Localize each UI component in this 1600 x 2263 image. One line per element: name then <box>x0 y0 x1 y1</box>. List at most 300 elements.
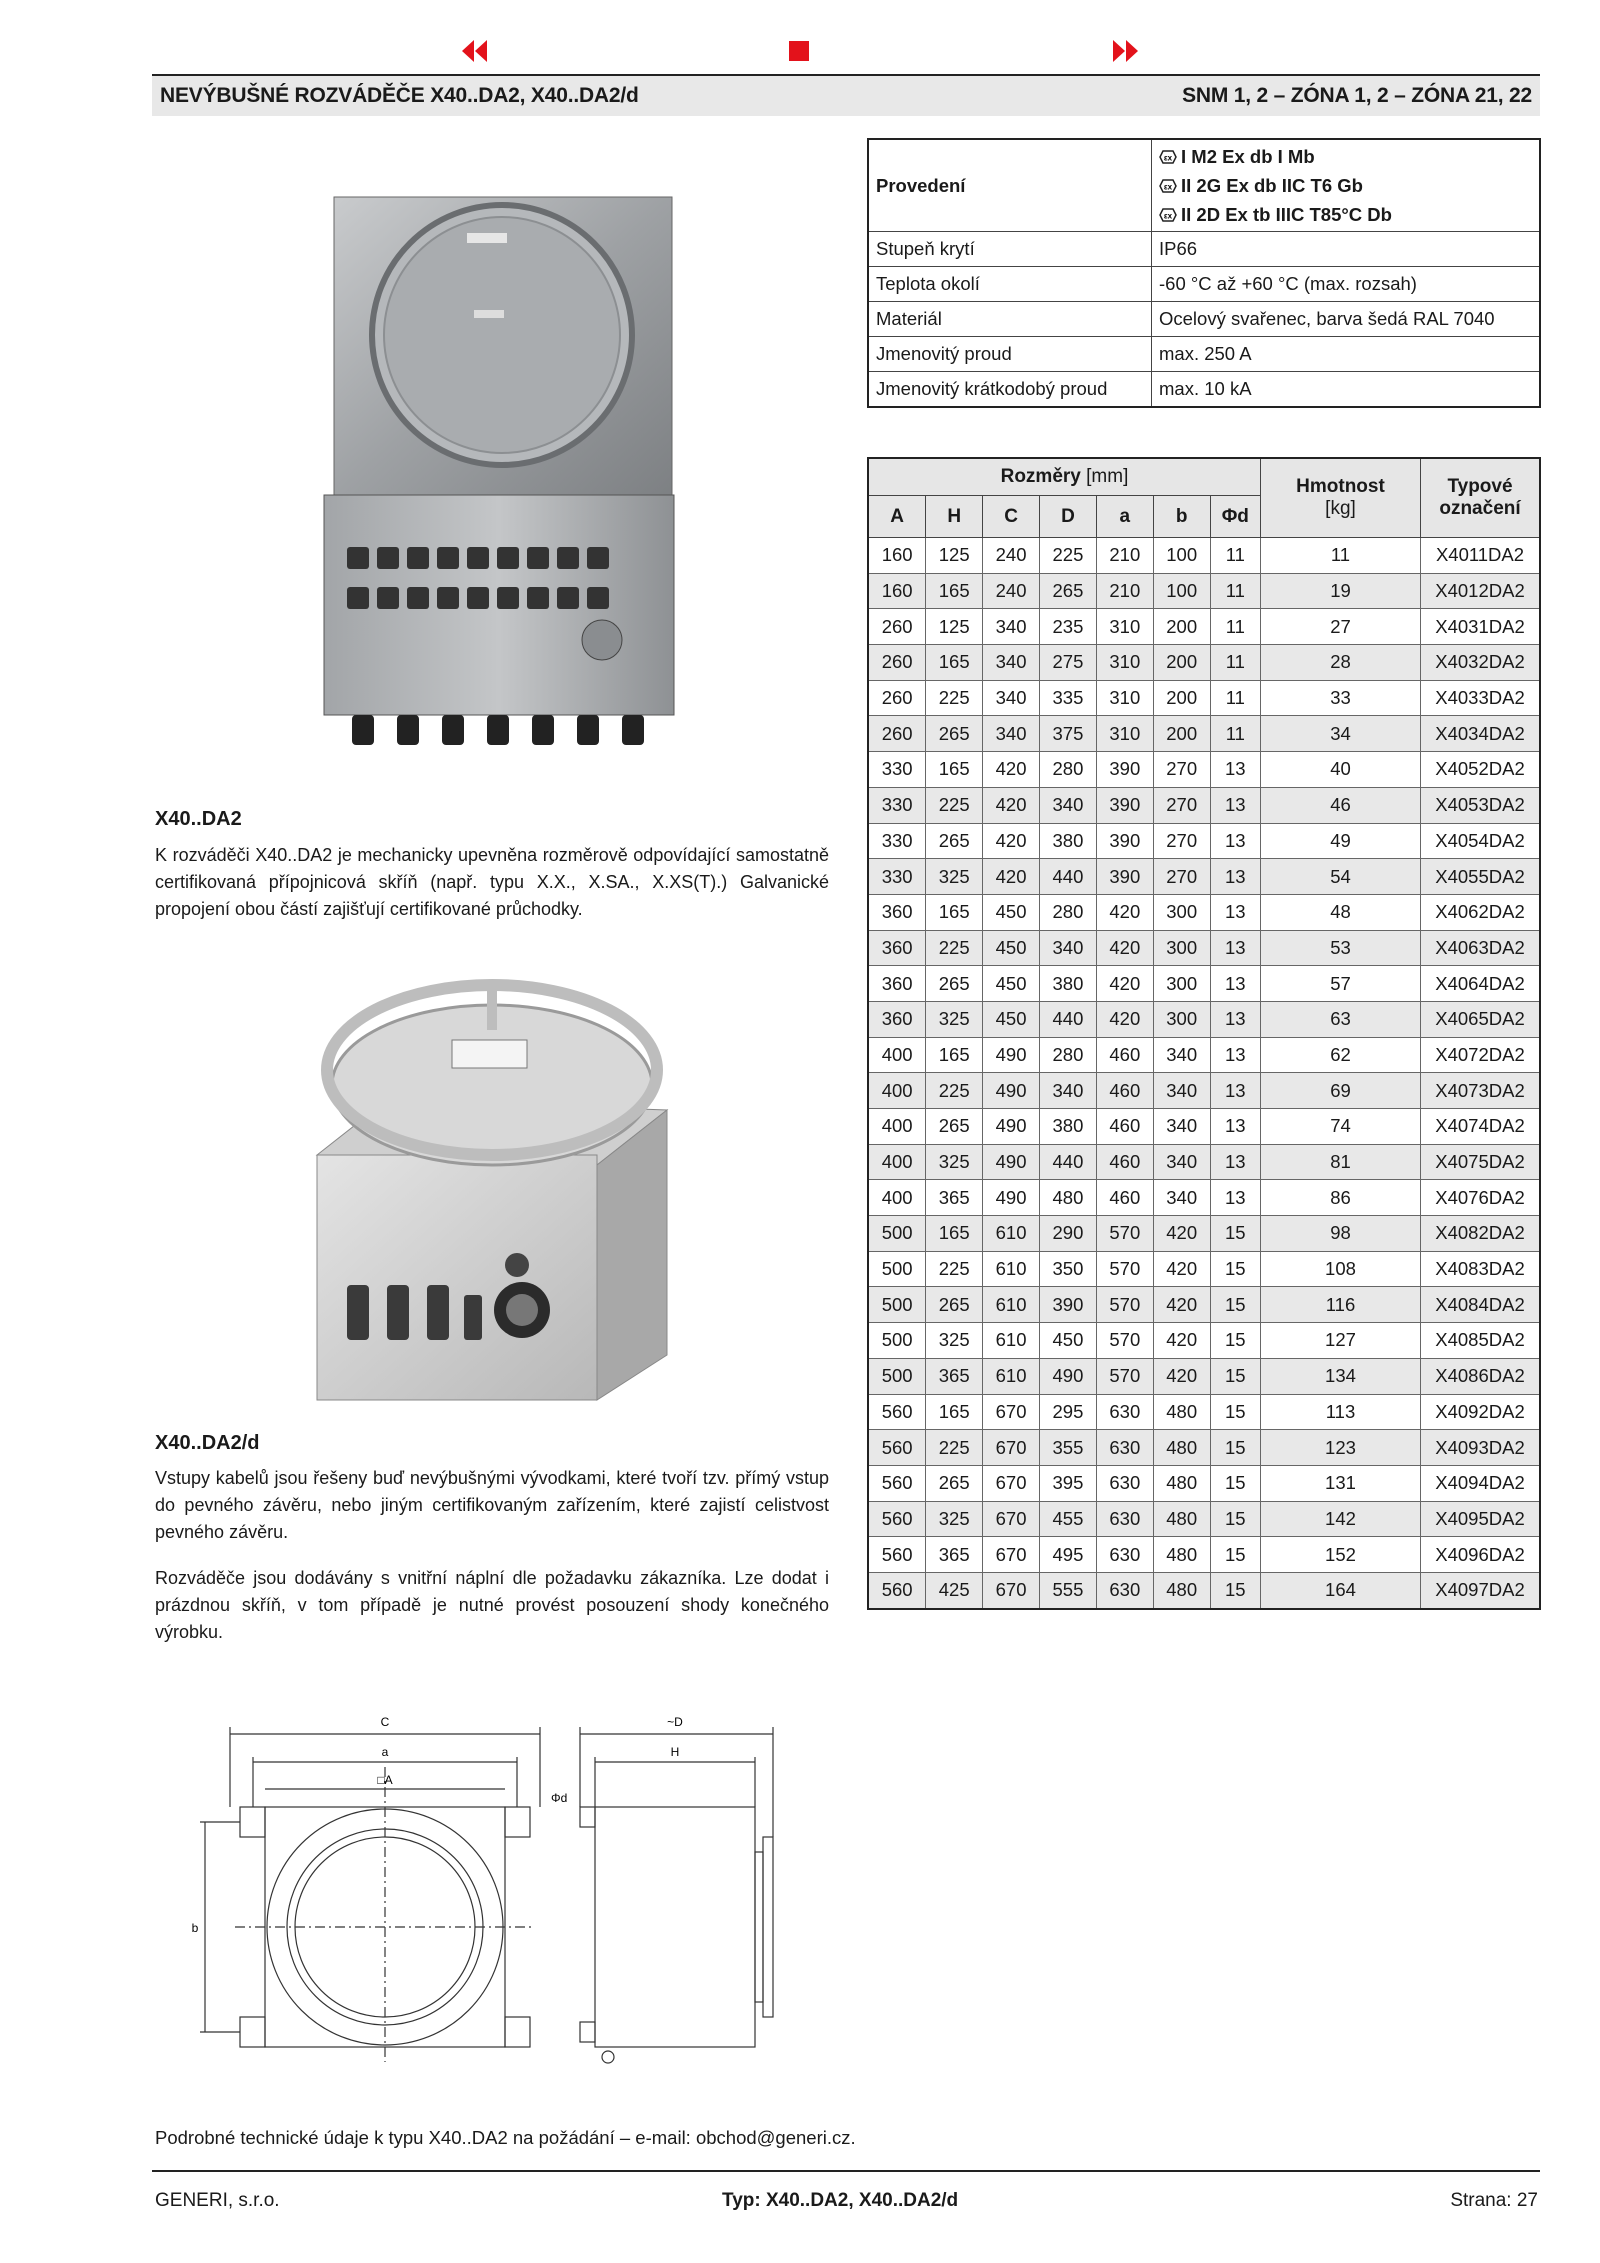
table-cell: 560 <box>868 1394 926 1430</box>
table-row <box>868 966 1540 1002</box>
table-row <box>868 1465 1540 1501</box>
table-row <box>868 1501 1540 1537</box>
table-cell: 500 <box>868 1287 926 1323</box>
table-cell: 490 <box>983 1144 1040 1180</box>
drawing-label-D: ~D <box>667 1715 683 1729</box>
table-cell: 13 <box>1210 1180 1260 1216</box>
table-row <box>868 787 1540 823</box>
table-cell: 46 <box>1260 787 1420 823</box>
type-code-cell: X4084DA2 <box>1421 1287 1541 1323</box>
property-value: max. 10 kA <box>1152 372 1541 408</box>
table-cell: 350 <box>1040 1251 1097 1287</box>
table-cell: 13 <box>1210 930 1260 966</box>
table-cell: 165 <box>926 645 983 681</box>
table-cell: 390 <box>1096 787 1153 823</box>
col-header: C <box>983 496 1040 538</box>
type-code-cell: X4073DA2 <box>1421 1073 1541 1109</box>
type-code-cell: X4063DA2 <box>1421 930 1541 966</box>
table-cell: 265 <box>926 1287 983 1323</box>
table-cell: 86 <box>1260 1180 1420 1216</box>
table-cell: 125 <box>926 609 983 645</box>
table-cell: 380 <box>1040 966 1097 1002</box>
type-code-cell: X4055DA2 <box>1421 859 1541 895</box>
table-cell: 560 <box>868 1430 926 1466</box>
footnote: Podrobné technické údaje k typu X40..DA2 na požádání – e-mail: obchod@generi.cz. <box>155 2127 856 2148</box>
ex-hexagon-icon <box>1159 179 1177 193</box>
table-cell: 11 <box>1210 538 1260 574</box>
table-cell: 13 <box>1210 1001 1260 1037</box>
table-cell: 495 <box>1040 1537 1097 1573</box>
table-row <box>868 930 1540 966</box>
stop-icon[interactable] <box>785 36 815 66</box>
table-cell: 131 <box>1260 1465 1420 1501</box>
table-row <box>868 1180 1540 1216</box>
type-code-cell: X4034DA2 <box>1421 716 1541 752</box>
table-cell: 200 <box>1153 716 1210 752</box>
table-cell: 490 <box>983 1037 1040 1073</box>
table-row <box>868 894 1540 930</box>
table-cell: 280 <box>1040 752 1097 788</box>
table-cell: 400 <box>868 1109 926 1145</box>
table-row <box>868 680 1540 716</box>
type-code-cell: X4075DA2 <box>1421 1144 1541 1180</box>
table-cell: 610 <box>983 1251 1040 1287</box>
type-code-cell: X4065DA2 <box>1421 1001 1541 1037</box>
table-cell: 165 <box>926 573 983 609</box>
table-row <box>868 1323 1540 1359</box>
table-cell: 165 <box>926 1216 983 1252</box>
table-cell: 420 <box>1096 930 1153 966</box>
col-header: H <box>926 496 983 538</box>
table-cell: 15 <box>1210 1251 1260 1287</box>
table-cell: 13 <box>1210 966 1260 1002</box>
table-cell: 33 <box>1260 680 1420 716</box>
table-cell: 460 <box>1096 1037 1153 1073</box>
table-cell: 400 <box>868 1144 926 1180</box>
table-cell: 34 <box>1260 716 1420 752</box>
table-cell: 630 <box>1096 1501 1153 1537</box>
table-cell: 13 <box>1210 1037 1260 1073</box>
table-cell: 500 <box>868 1358 926 1394</box>
table-cell: 310 <box>1096 680 1153 716</box>
table-cell: 48 <box>1260 894 1420 930</box>
svg-text:εx: εx <box>1163 153 1173 162</box>
table-cell: 420 <box>1153 1358 1210 1394</box>
dimension-drawing <box>175 1712 815 2112</box>
type-code-cell: X4086DA2 <box>1421 1358 1541 1394</box>
table-cell: 62 <box>1260 1037 1420 1073</box>
type-code-cell: X4082DA2 <box>1421 1216 1541 1252</box>
page-header <box>152 74 1540 116</box>
table-cell: 480 <box>1153 1465 1210 1501</box>
table-cell: 240 <box>983 573 1040 609</box>
type-code-cell: X4083DA2 <box>1421 1251 1541 1287</box>
table-cell: 330 <box>868 787 926 823</box>
table-cell: 225 <box>926 1251 983 1287</box>
table-row <box>868 538 1540 574</box>
drawing-label-d: Φd <box>551 1791 568 1805</box>
table-cell: 15 <box>1210 1323 1260 1359</box>
table-cell: 165 <box>926 752 983 788</box>
table-cell: 325 <box>926 859 983 895</box>
section-text-x40da2d-2: Rozváděče jsou dodávány s vnitřní náplní dle požadavku zákazníka. Lze dodat i prázdnou skříň, v tom případě je nutné provést posouzení shody konečného výrobku. <box>155 1568 829 1642</box>
table-cell: 420 <box>1096 966 1153 1002</box>
table-cell: 500 <box>868 1216 926 1252</box>
table-cell: 108 <box>1260 1251 1420 1287</box>
type-code-cell: X4097DA2 <box>1421 1572 1541 1608</box>
ex-hexagon-icon <box>1159 208 1177 222</box>
table-cell: 300 <box>1153 930 1210 966</box>
table-cell: 225 <box>926 1430 983 1466</box>
table-cell: 450 <box>1040 1323 1097 1359</box>
table-cell: 630 <box>1096 1430 1153 1466</box>
col-header: A <box>868 496 926 538</box>
table-cell: 210 <box>1096 573 1153 609</box>
table-cell: 340 <box>1153 1144 1210 1180</box>
table-cell: 325 <box>926 1001 983 1037</box>
footer-type: Typ: X40..DA2, X40..DA2/d <box>722 2190 959 2211</box>
table-cell: 11 <box>1210 573 1260 609</box>
page-footer <box>152 2170 1540 2211</box>
table-cell: 610 <box>983 1216 1040 1252</box>
table-cell: 13 <box>1210 894 1260 930</box>
ex-hexagon-icon <box>1159 150 1177 164</box>
table-cell: 11 <box>1210 645 1260 681</box>
table-cell: 100 <box>1153 573 1210 609</box>
table-cell: 53 <box>1260 930 1420 966</box>
table-cell: 460 <box>1096 1144 1153 1180</box>
col-header: Φd <box>1210 496 1260 538</box>
table-cell: 340 <box>1040 1073 1097 1109</box>
table-cell: 420 <box>1153 1323 1210 1359</box>
table-cell: 380 <box>1040 823 1097 859</box>
table-cell: 360 <box>868 894 926 930</box>
type-code-cell: X4033DA2 <box>1421 680 1541 716</box>
table-cell: 365 <box>926 1180 983 1216</box>
table-cell: 420 <box>1153 1251 1210 1287</box>
type-code-cell: X4012DA2 <box>1421 573 1541 609</box>
drawing-label-C: C <box>380 1715 390 1729</box>
table-cell: 330 <box>868 752 926 788</box>
table-cell: 335 <box>1040 680 1097 716</box>
type-code-cell: X4076DA2 <box>1421 1180 1541 1216</box>
table-cell: 240 <box>983 538 1040 574</box>
table-cell: 165 <box>926 894 983 930</box>
table-cell: 560 <box>868 1572 926 1608</box>
table-cell: 15 <box>1210 1430 1260 1466</box>
table-cell: 260 <box>868 645 926 681</box>
table-cell: 290 <box>1040 1216 1097 1252</box>
table-cell: 13 <box>1210 859 1260 895</box>
table-cell: 330 <box>868 859 926 895</box>
table-cell: 165 <box>926 1037 983 1073</box>
table-cell: 265 <box>926 716 983 752</box>
table-cell: 165 <box>926 1394 983 1430</box>
provedeni-line-1: I M2 Ex db I Mb <box>1181 145 1315 167</box>
col-header: D <box>1040 496 1097 538</box>
drawing-label-A: □A <box>377 1773 393 1787</box>
rewind-icon[interactable] <box>460 36 490 66</box>
drawing-label-H: H <box>670 1745 680 1759</box>
table-row <box>868 1251 1540 1287</box>
table-cell: 74 <box>1260 1109 1420 1145</box>
table-cell: 11 <box>1210 716 1260 752</box>
table-cell: 325 <box>926 1501 983 1537</box>
table-cell: 98 <box>1260 1216 1420 1252</box>
table-cell: 570 <box>1096 1323 1153 1359</box>
provedeni-label: Provedení <box>868 139 1152 232</box>
table-cell: 460 <box>1096 1109 1153 1145</box>
table-row <box>868 716 1540 752</box>
table-cell: 164 <box>1260 1572 1420 1608</box>
section-text-x40da2d-1: Vstupy kabelů jsou řešeny buď nevýbušnými vývodkami, které tvoří tzv. přímý vstup do pevného závěru, nebo jiným certifikovaným zařízením, které zajistí celistvost pevného závěru. <box>155 1468 829 1542</box>
table-cell: 570 <box>1096 1287 1153 1323</box>
table-cell: 13 <box>1210 752 1260 788</box>
table-row <box>868 1537 1540 1573</box>
table-row <box>868 1001 1540 1037</box>
weight-header: Hmotnost [kg] <box>1260 458 1420 538</box>
drawing-label-b: b <box>191 1921 199 1935</box>
table-cell: 116 <box>1260 1287 1420 1323</box>
property-label: Teplota okolí <box>868 267 1152 302</box>
table-cell: 54 <box>1260 859 1420 895</box>
table-cell: 27 <box>1260 609 1420 645</box>
table-cell: 270 <box>1153 787 1210 823</box>
table-cell: 420 <box>1153 1216 1210 1252</box>
table-cell: 13 <box>1210 1109 1260 1145</box>
table-cell: 670 <box>983 1537 1040 1573</box>
table-cell: 490 <box>983 1109 1040 1145</box>
property-label: Stupeň krytí <box>868 232 1152 267</box>
type-code-cell: X4062DA2 <box>1421 894 1541 930</box>
table-cell: 390 <box>1096 823 1153 859</box>
table-cell: 280 <box>1040 894 1097 930</box>
table-cell: 455 <box>1040 1501 1097 1537</box>
table-cell: 630 <box>1096 1394 1153 1430</box>
table-cell: 49 <box>1260 823 1420 859</box>
type-code-cell: X4064DA2 <box>1421 966 1541 1002</box>
table-cell: 390 <box>1096 752 1153 788</box>
type-header: Typové označení <box>1421 458 1541 538</box>
table-cell: 420 <box>983 752 1040 788</box>
table-cell: 670 <box>983 1572 1040 1608</box>
type-code-cell: X4092DA2 <box>1421 1394 1541 1430</box>
table-row <box>868 1144 1540 1180</box>
table-cell: 390 <box>1040 1287 1097 1323</box>
table-cell: 19 <box>1260 573 1420 609</box>
table-cell: 420 <box>983 787 1040 823</box>
table-cell: 310 <box>1096 645 1153 681</box>
table-cell: 57 <box>1260 966 1420 1002</box>
table-cell: 15 <box>1210 1358 1260 1394</box>
table-cell: 365 <box>926 1537 983 1573</box>
table-cell: 265 <box>926 1465 983 1501</box>
table-cell: 325 <box>926 1323 983 1359</box>
table-cell: 28 <box>1260 645 1420 681</box>
table-cell: 100 <box>1153 538 1210 574</box>
table-cell: 500 <box>868 1251 926 1287</box>
table-cell: 440 <box>1040 1001 1097 1037</box>
table-cell: 330 <box>868 823 926 859</box>
table-row <box>868 1109 1540 1145</box>
table-cell: 160 <box>868 573 926 609</box>
table-cell: 265 <box>926 1109 983 1145</box>
table-cell: 260 <box>868 609 926 645</box>
col-header: b <box>1153 496 1210 538</box>
footer-company: GENERI, s.r.o. <box>155 2190 280 2211</box>
table-cell: 310 <box>1096 716 1153 752</box>
table-cell: 295 <box>1040 1394 1097 1430</box>
table-cell: 210 <box>1096 538 1153 574</box>
table-row <box>868 1037 1540 1073</box>
col-header: a <box>1096 496 1153 538</box>
table-row <box>868 1216 1540 1252</box>
type-code-cell: X4011DA2 <box>1421 538 1541 574</box>
type-code-cell: X4095DA2 <box>1421 1501 1541 1537</box>
property-label: Materiál <box>868 302 1152 337</box>
table-cell: 490 <box>1040 1358 1097 1394</box>
table-row <box>868 752 1540 788</box>
drawing-label-a: a <box>381 1745 389 1759</box>
table-cell: 340 <box>983 609 1040 645</box>
table-cell: 260 <box>868 716 926 752</box>
table-cell: 480 <box>1153 1572 1210 1608</box>
table-cell: 200 <box>1153 609 1210 645</box>
table-cell: 440 <box>1040 859 1097 895</box>
dimensions-table <box>867 457 1541 1610</box>
table-cell: 13 <box>1210 787 1260 823</box>
table-cell: 300 <box>1153 966 1210 1002</box>
table-cell: 325 <box>926 1144 983 1180</box>
table-cell: 15 <box>1210 1394 1260 1430</box>
table-cell: 490 <box>983 1073 1040 1109</box>
svg-text:εx: εx <box>1163 211 1173 220</box>
table-cell: 123 <box>1260 1430 1420 1466</box>
type-code-cell: X4052DA2 <box>1421 752 1541 788</box>
table-cell: 340 <box>1040 787 1097 823</box>
table-cell: 360 <box>868 1001 926 1037</box>
table-cell: 40 <box>1260 752 1420 788</box>
table-cell: 270 <box>1153 752 1210 788</box>
table-row <box>868 1358 1540 1394</box>
table-cell: 420 <box>983 859 1040 895</box>
table-cell: 225 <box>926 680 983 716</box>
table-cell: 460 <box>1096 1073 1153 1109</box>
table-cell: 360 <box>868 966 926 1002</box>
table-cell: 142 <box>1260 1501 1420 1537</box>
table-cell: 630 <box>1096 1537 1153 1573</box>
property-value: -60 °C až +60 °C (max. rozsah) <box>1152 267 1541 302</box>
table-cell: 63 <box>1260 1001 1420 1037</box>
type-code-cell: X4054DA2 <box>1421 823 1541 859</box>
table-cell: 480 <box>1153 1501 1210 1537</box>
table-cell: 570 <box>1096 1251 1153 1287</box>
type-code-cell: X4031DA2 <box>1421 609 1541 645</box>
table-row <box>868 823 1540 859</box>
svg-text:εx: εx <box>1163 182 1173 191</box>
table-cell: 570 <box>1096 1358 1153 1394</box>
table-cell: 340 <box>1040 930 1097 966</box>
table-cell: 11 <box>1210 680 1260 716</box>
table-cell: 15 <box>1210 1216 1260 1252</box>
table-cell: 420 <box>1096 894 1153 930</box>
table-cell: 670 <box>983 1465 1040 1501</box>
table-cell: 270 <box>1153 823 1210 859</box>
table-cell: 280 <box>1040 1037 1097 1073</box>
footer-page-number: Strana: 27 <box>1450 2190 1538 2211</box>
table-cell: 13 <box>1210 1144 1260 1180</box>
table-row <box>868 1073 1540 1109</box>
table-cell: 630 <box>1096 1572 1153 1608</box>
provedeni-line-2: II 2G Ex db IIC T6 Gb <box>1181 174 1363 196</box>
table-cell: 400 <box>868 1037 926 1073</box>
table-cell: 300 <box>1153 1001 1210 1037</box>
table-cell: 125 <box>926 538 983 574</box>
type-code-cell: X4074DA2 <box>1421 1109 1541 1145</box>
table-cell: 69 <box>1260 1073 1420 1109</box>
table-cell: 225 <box>926 787 983 823</box>
table-cell: 13 <box>1210 1073 1260 1109</box>
page-title: NEVÝBUŠNÉ ROZVÁDĚČE X40..DA2, X40..DA2/d <box>160 84 639 107</box>
table-cell: 480 <box>1153 1430 1210 1466</box>
table-cell: 670 <box>983 1501 1040 1537</box>
table-cell: 440 <box>1040 1144 1097 1180</box>
provedeni-values <box>1152 139 1541 232</box>
table-cell: 480 <box>1153 1537 1210 1573</box>
table-cell: 15 <box>1210 1572 1260 1608</box>
table-cell: 610 <box>983 1287 1040 1323</box>
property-value: Ocelový svařenec, barva šedá RAL 7040 <box>1152 302 1541 337</box>
table-cell: 310 <box>1096 609 1153 645</box>
fast-forward-icon[interactable] <box>1110 36 1140 66</box>
table-cell: 400 <box>868 1073 926 1109</box>
table-cell: 15 <box>1210 1501 1260 1537</box>
table-cell: 450 <box>983 1001 1040 1037</box>
table-cell: 275 <box>1040 645 1097 681</box>
table-cell: 450 <box>983 966 1040 1002</box>
type-code-cell: X4032DA2 <box>1421 645 1541 681</box>
table-cell: 113 <box>1260 1394 1420 1430</box>
property-label: Jmenovitý proud <box>868 337 1152 372</box>
table-cell: 225 <box>926 1073 983 1109</box>
table-cell: 355 <box>1040 1430 1097 1466</box>
table-row <box>868 1394 1540 1430</box>
properties-table <box>867 138 1541 408</box>
table-cell: 340 <box>1153 1109 1210 1145</box>
table-cell: 375 <box>1040 716 1097 752</box>
table-cell: 390 <box>1096 859 1153 895</box>
table-cell: 11 <box>1210 609 1260 645</box>
table-cell: 300 <box>1153 894 1210 930</box>
section-title-x40da2: X40..DA2 <box>155 808 242 830</box>
table-cell: 340 <box>983 645 1040 681</box>
table-cell: 460 <box>1096 1180 1153 1216</box>
table-cell: 490 <box>983 1180 1040 1216</box>
table-cell: 265 <box>926 823 983 859</box>
table-cell: 365 <box>926 1358 983 1394</box>
table-cell: 610 <box>983 1358 1040 1394</box>
type-code-cell: X4093DA2 <box>1421 1430 1541 1466</box>
table-cell: 630 <box>1096 1465 1153 1501</box>
table-cell: 265 <box>1040 573 1097 609</box>
type-code-cell: X4072DA2 <box>1421 1037 1541 1073</box>
type-code-cell: X4094DA2 <box>1421 1465 1541 1501</box>
table-row <box>868 1430 1540 1466</box>
property-label: Jmenovitý krátkodobý proud <box>868 372 1152 408</box>
zone-classification: SNM 1, 2 – ZÓNA 1, 2 – ZÓNA 21, 22 <box>1182 84 1532 107</box>
table-cell: 127 <box>1260 1323 1420 1359</box>
table-cell: 560 <box>868 1501 926 1537</box>
